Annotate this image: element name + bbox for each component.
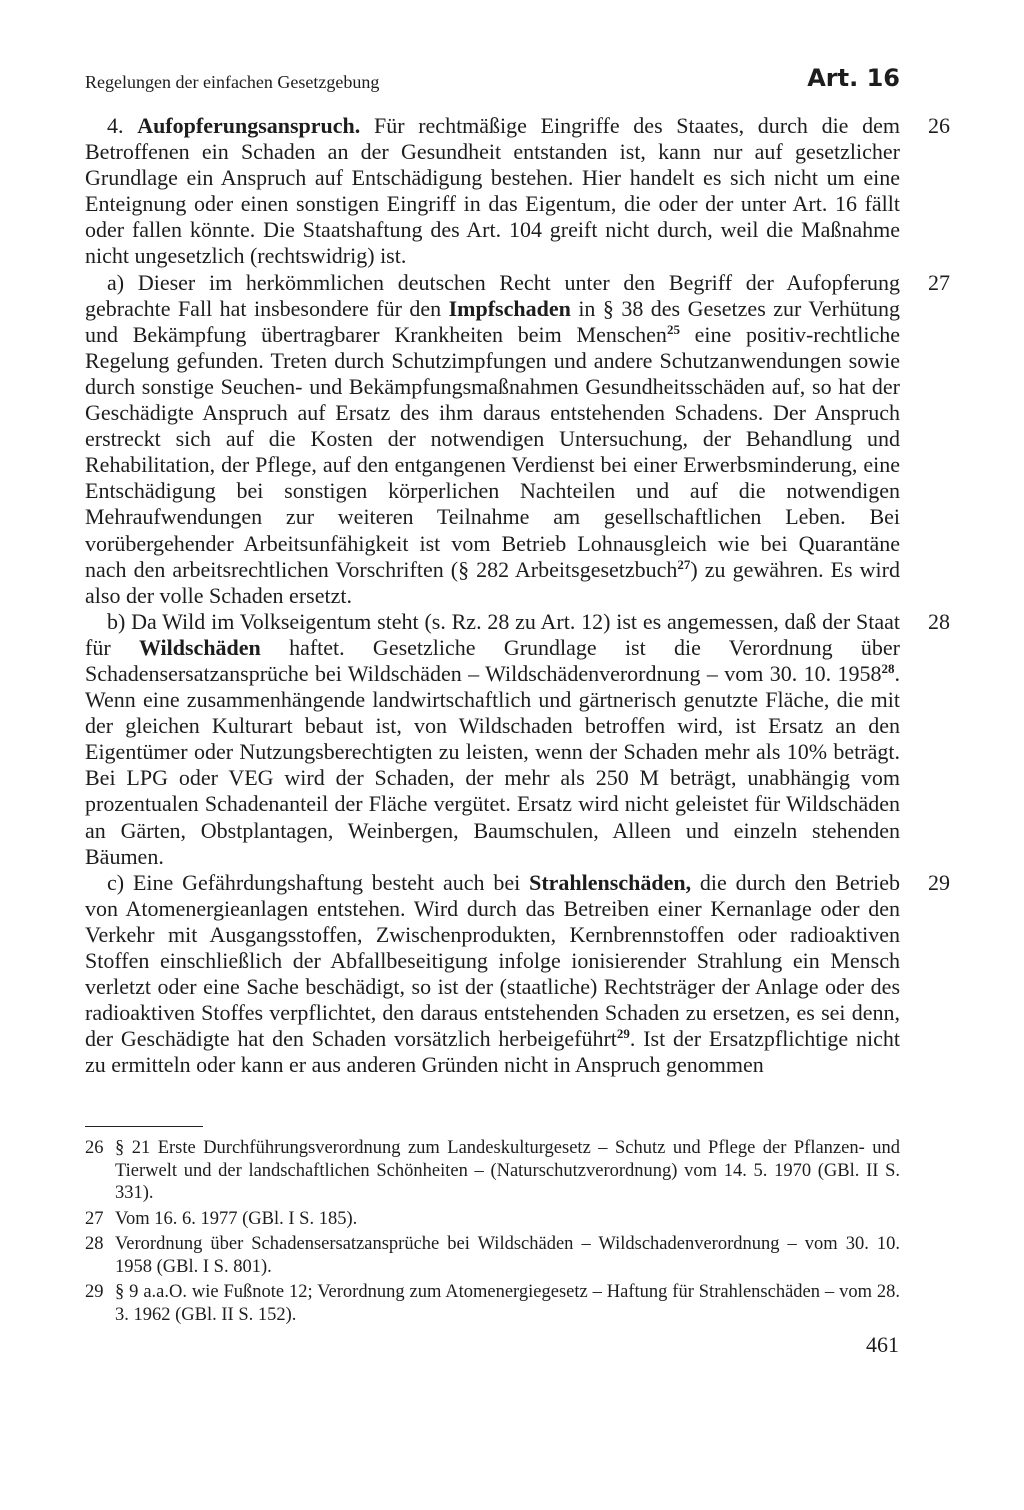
page-number: 461	[866, 1332, 899, 1357]
paragraph-29	[85, 869, 950, 1079]
footnote-text: § 21 Erste Durchführungsverordnung zum Landeskulturgesetz – Schutz und Pflege der Pflanzen- und Tierwelt und der landschaftlichen Schönheiten – (Naturschutzverordnung) vom 14. 5. 1970 (GBl. II S. 331).	[115, 1138, 900, 1203]
footnotes	[85, 1137, 900, 1329]
margin-number: 28	[928, 608, 950, 634]
margin-number: 26	[928, 113, 950, 138]
running-head	[85, 64, 900, 98]
paragraph-text: haftet. Gesetzliche Grundlage ist die Verordnung über Schadensersatzansprüche bei Wildschäden – Wildschädenverordnung – vom 30. 10. 1958	[85, 634, 900, 686]
paragraph-text: a) Dieser im herkömmlichen deutschen Recht unter den Begriff der Aufopferung gebrachte Fall hat insbesondere für den	[85, 269, 900, 321]
paragraph-26	[85, 113, 950, 270]
footnote-number: 27	[85, 1208, 104, 1229]
footnote-number: 29	[85, 1282, 104, 1302]
footnote-29	[85, 1281, 900, 1326]
footnote-ref[interactable]: 27	[677, 556, 691, 572]
footnote-text: § 9 a.a.O. wie Fußnote 12; Verordnung zum Atomenergiegesetz – Haftung für Strahlenschäden – vom 28. 3. 1962 (GBl. II S. 152).	[115, 1282, 900, 1325]
paragraph-text: die durch den Betrieb von Atomenergieanlagen entstehen. Wird durch das Betreiben einer Kernanlage oder den Verkehr mit Ausgangsstoffen, Zwischenprodukten, Kernbrennstoffen oder radioaktiven Stoffen einschließlich der Abfallbeseitigung infolge ionisierender Strahlung ein Mensch verletzt oder eine Sache beschädigt, so ist der (staatliche) Rechtsträger der Anlage oder des radioaktiven Stoffes verpflichtet, den daraus entstehenden Schaden zu ersetzen, es sei denn, der Geschädigte hat den Schaden vorsätzlich herbeigeführt	[85, 869, 900, 1052]
paragraph-text: Für rechtmäßige Eingriffe des Staates, durch die dem Betroffenen ein Schaden an der Gesundheit entstanden ist, kann nur auf gesetzlicher Grundlage ein Anspruch auf Entschädigung bestehen. Hier handelt es sich nicht um eine Enteignung oder einen sonstigen Eingriff in das Eigentum, die oder der unter Art. 16 fällt oder fallen könnte. Die Staatshaftung des Art. 104 greift nicht durch, weil die Maßnahme nicht ungesetzlich (rechtswidrig) ist.	[85, 113, 901, 269]
body-text	[85, 113, 950, 1078]
footnote-27	[85, 1208, 900, 1231]
paragraph-text: . Wenn eine zusammenhängende landwirtschaftlich und gärtnerisch genutzte Fläche, die mit der gleichen Kulturart bebaut ist, von Wildschaden betroffen wird, ist Ersatz an den Eigentümer oder Nutzungsberechtigten zu leisten, wenn der Schaden mehr als 10% beträgt. Bei LPG oder VEG wird der Schaden, der mehr als 250 M beträgt, unabhängig vom prozentualen Schadenanteil der Fläche vergütet. Ersatz wird nicht geleistet für Wildschäden an Gärten, Obstplantagen, Weinbergen, Baumschulen, Alleen und einzeln stehenden Bäumen.	[85, 660, 900, 869]
paragraph-28	[85, 608, 950, 870]
paragraph-text: ) zu gewähren. Es wird also der volle Schaden ersetzt.	[85, 556, 900, 608]
paragraph-27	[85, 269, 950, 609]
paragraph-text: in § 38 des Gesetzes zur Verhütung und Bekämpfung übertragbarer Krankheiten beim Menschen	[85, 295, 901, 347]
footnote-number: 26	[85, 1138, 104, 1158]
margin-number: 29	[928, 869, 950, 895]
running-head-article: Art. 16	[807, 64, 900, 92]
footnote-28	[85, 1233, 900, 1278]
footnote-divider	[85, 1126, 203, 1127]
footnote-ref[interactable]: 28	[881, 660, 895, 676]
footnote-26	[85, 1137, 900, 1205]
footnote-ref[interactable]: 29	[616, 1026, 630, 1042]
paragraph-lead: 4.	[107, 113, 138, 138]
paragraph-keyword: Strahlenschäden,	[529, 869, 692, 895]
paragraph-keyword: Aufopferungsanspruch.	[137, 113, 361, 138]
running-head-title: Regelungen der einfachen Gesetzgebung	[85, 72, 380, 92]
paragraph-text: c) Eine Gefährdungshaftung besteht auch bei	[107, 869, 530, 895]
paragraph-text: b) Da Wild im Volkseigentum steht (s. Rz. 28 zu Art. 12) ist es angemessen, daß der Staat für	[85, 608, 900, 660]
footnote-text: Verordnung über Schadensersatzansprüche bei Wildschäden – Wildschadenverordnung – vom 30. 10. 1958 (GBl. I S. 801).	[115, 1234, 900, 1277]
footnote-number: 28	[85, 1234, 104, 1254]
paragraph-keyword: Impfschaden	[448, 295, 571, 321]
footnote-text: Vom 16. 6. 1977 (GBl. I S. 185).	[115, 1208, 358, 1229]
paragraph-text: . Ist der Ersatzpflichtige nicht zu ermitteln oder kann er aus anderen Gründen nicht in Anspruch genommen	[85, 1026, 900, 1078]
paragraph-text: eine positiv-rechtliche Regelung gefunden. Treten durch Schutzimpfungen und andere Schutzanwendungen sowie durch sonstige Seuchen- und Bekämpfungsmaßnahmen Gesundheitsschäden auf, so hat der Geschädigte Anspruch auf Ersatz des ihm daraus entstehenden Schadens. Der Anspruch erstreckt sich auf die Kosten der notwendigen Untersuchung, der Behandlung und Rehabilitation, der Pflege, auf den entgangenen Verdienst bei einer Erwerbsminderung, eine Entschädigung bei sonstigen körperlichen Nachteilen und auf die notwendigen Mehraufwendungen zur weiteren Teilnahme am gesellschaftlichen Leben. Bei vorübergehender Arbeitsunfähigkeit ist vom Betrieb Lohnausgleich wie bei Quarantäne nach den arbeitsrechtlichen Vorschriften (§ 282 Arbeitsgesetzbuch	[85, 321, 900, 582]
footnote-ref[interactable]: 25	[666, 321, 680, 337]
paragraph-keyword: Wildschäden	[138, 634, 261, 660]
margin-number: 27	[928, 269, 950, 295]
